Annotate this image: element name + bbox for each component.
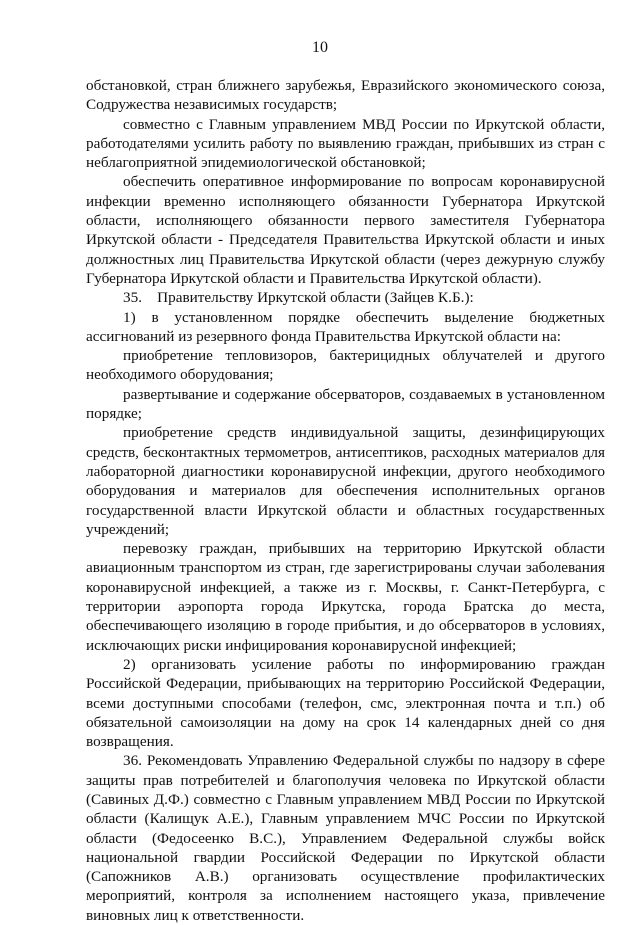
paragraph: перевозку граждан, прибывших на территорию Иркутской области авиационным транспортом из стран, где зарегистрированы случаи заболевания коронавирусной инфекцией, а также из г. Москвы, г. Санкт-Петербурга, с территории аэропорта города Иркутска, города Братска до места, обеспечивающего изоляцию в городе прибытия, и до обсерваторов в условиях, исключающих риски инфицирования коронавирусной инфекцией; — [86, 540, 605, 654]
paragraph: развертывание и содержание обсерваторов, создаваемых в установленном порядке; — [86, 385, 605, 423]
paragraph: совместно с Главным управлением МВД России по Иркутской области, работодателями усилить работу по выявлению граждан, прибывших из стран с неблагоприятной эпидемиологической обстановкой; — [86, 115, 605, 172]
paragraph: 36. Рекомендовать Управлению Федеральной службы по надзору в сфере защиты прав потребителей и благополучия человека по Иркутской области (Савиных Д.Ф.) совместно с Главным управлением МВД России по Иркутской области (Калищук А.Е.), Главным управлением МЧС России по Иркутской области (Федосеенко В.С.), Управлением Федеральной службы войск национальной гвардии Российской Федерации по Иркутской области (Сапожников А.В.) организовать осуществление профилактических мероприятий, контроля за исполнением настоящего указа, привлечение виновных лиц к ответственности. — [86, 752, 605, 924]
paragraph: обстановкой, стран ближнего зарубежья, Евразийского экономического союза, Содружества независимых государств; — [86, 77, 605, 114]
document-body — [86, 76, 605, 925]
paragraph: 35. Правительству Иркутской области (Зайцев К.Б.): — [123, 289, 474, 307]
paragraph: приобретение тепловизоров, бактерицидных облучателей и другого необходимого оборудования; — [86, 347, 605, 384]
paragraph: 1) в установленном порядке обеспечить выделение бюджетных ассигнований из резервного фонда Правительства Иркутской области на: — [86, 308, 605, 345]
paragraph: обеспечить оперативное информирование по вопросам коронавирусной инфекции временно исполняющего обязанности Губернатора Иркутской области, исполняющего обязанности первого заместителя Губернатора Иркутской области - Председателя Правительства Иркутской области и иных должностных лиц Правительства Иркутской области (через дежурную службу Губернатора Иркутской области и Правительства Иркутской области). — [86, 173, 605, 287]
page-number: 10 — [312, 39, 328, 56]
paragraph: приобретение средств индивидуальной защиты, дезинфицирующих средств, бесконтактных термометров, антисептиков, расходных материалов для лабораторной диагностики коронавирусной инфекции, другого необходимого оборудования и материалов для обеспечения исполнительных органов государственной власти Иркутской области и областных государственных учреждений; — [86, 424, 605, 538]
paragraph: 2) организовать усиление работы по информированию граждан Российской Федерации, прибывающих на территорию Российской Федерации, всеми доступными способами (телефон, смс, электронная почта и т.п.) об обязательной самоизоляции на дому на срок 14 календарных дней со дня возвращения. — [86, 655, 605, 751]
